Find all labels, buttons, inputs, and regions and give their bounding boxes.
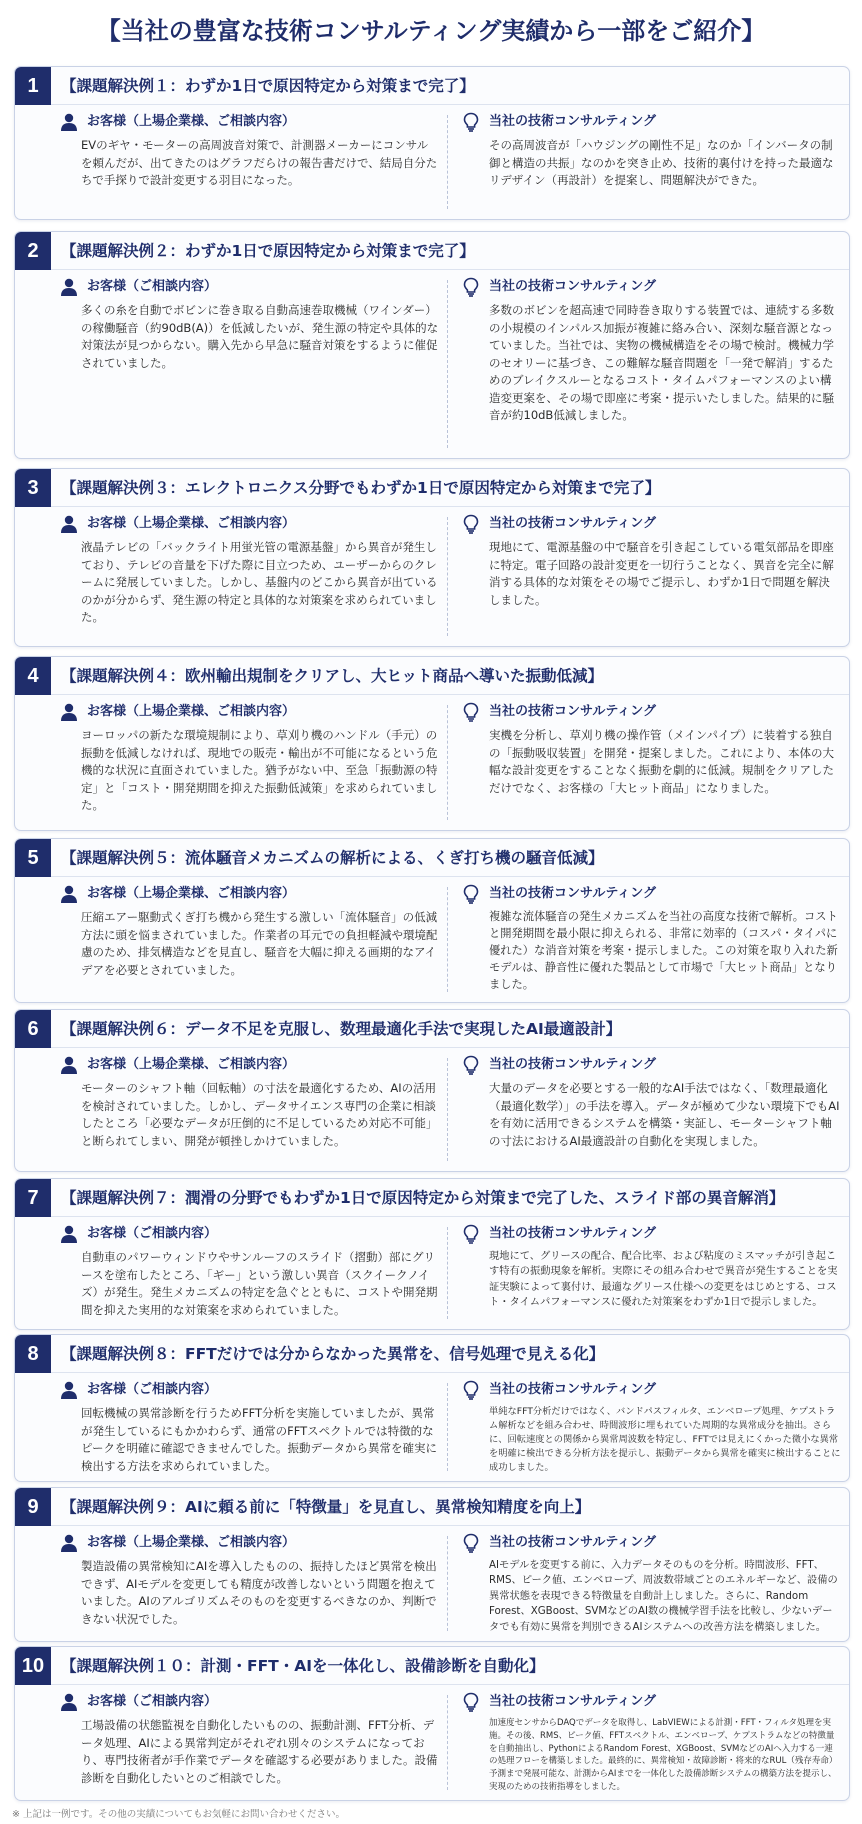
person-icon (59, 1380, 79, 1400)
client-label: お客様（上場企業様、ご相談内容） (87, 704, 296, 719)
column-divider (447, 115, 448, 209)
client-column (59, 701, 439, 815)
person-icon (59, 1055, 79, 1075)
case-title: 【課題解決例８：FFTだけでは分からなかった異常を、信号処理で見える化】 (61, 1345, 605, 1363)
lightbulb-icon (461, 277, 481, 297)
client-text: モーターのシャフト軸（回転軸）の寸法を最適化するため、AIの活用を検討されていました。しかし、データサイエンス専門の企業に相談したところ「必要なデータが圧倒的に不足しているため対応不可能」と断られてしまい、開発が頓挫しかけていました。 (81, 1081, 438, 1148)
case-header (15, 469, 849, 507)
case-header (15, 1010, 849, 1048)
divider (51, 269, 849, 270)
consult-text: 実機を分析し、草刈り機の操作管（メインパイプ）に装着する独自の「振動吸収装置」を開発・提案しました。これにより、本体の大幅な設計変更をすることなく振動を劇的に低減。規制をクリアしただけでなく、お客様の「大ヒット商品」になりました。 (489, 728, 834, 795)
lightbulb-icon (461, 1692, 481, 1712)
case-card-2 (14, 231, 850, 459)
case-title: 【課題解決例６：データ不足を克服し、数理最適化手法で実現したAI最適設計】 (61, 1020, 622, 1038)
person-icon (59, 112, 79, 132)
case-title: 【課題解決例５：流体騒音メカニズムの解析による、くぎ打ち機の騒音低減】 (61, 849, 604, 867)
client-column (59, 1532, 439, 1628)
case-number: 6 (15, 1010, 51, 1048)
case-number: 2 (15, 232, 51, 270)
client-heading (59, 276, 439, 298)
case-header (15, 1335, 849, 1373)
client-text: 工場設備の状態監視を自動化したいものの、振動計測、FFT分析、データ処理、AIによる異常判定がそれぞれ別々のシステムになっており、専門技術者が手作業でデータを確認する必要がありました。設備診断を自動化したいとのご相談でした。 (81, 1718, 438, 1785)
consult-text: その高周波音が「ハウジングの剛性不足」なのか「インバータの制御と構造の共振」なのかを突き止め、技術的裏付けを持った最適なリデザイン（再設計）を提案し、問題解決ができた。 (489, 138, 834, 187)
divider (51, 104, 849, 105)
consult-label: 当社の技術コンサルティング (489, 886, 657, 901)
divider (51, 1047, 849, 1048)
divider (51, 1372, 849, 1373)
case-number: 8 (15, 1335, 51, 1373)
divider (51, 694, 849, 695)
consult-heading (461, 1223, 841, 1245)
lightbulb-icon (461, 1055, 481, 1075)
consult-text: 大量のデータを必要とする一般的なAI手法ではなく、「数理最適化（最適化数学）」の手法を導入。データが極めて少ない環境下でもAIを有効に活用できるシステムを構築・実証し、モーターシャフト軸の寸法におけるAI最適設計の自動化を実現しました。 (489, 1081, 840, 1148)
divider (51, 1525, 849, 1526)
consult-heading (461, 513, 841, 535)
case-title: 【課題解決例４：欧州輸出規制をクリアし、大ヒット商品へ導いた振動低減】 (61, 667, 604, 685)
client-column (59, 1223, 439, 1319)
client-column (59, 1054, 439, 1150)
consult-column (461, 276, 841, 425)
client-label: お客様（上場企業様、ご相談内容） (87, 1535, 296, 1550)
consult-text: 加速度センサからDAQでデータを取得し、LabVIEWによる計測・FFT・フィルタ処理を実施。その後、RMS、ピーク値、FFTスペクトル、エンベロープ、ケプストラムなどの特徴量を自動抽出し、PythonによるRandom Forest、XGBoost、SVMなどのAIへ入力する一連の処理フローを構築しました。最終的に、異常検知・故障診断・将来的なRUL（残存寿命）予測まで発展可能な、計測からAIまでを一体化した設備診断システムの構築方法を提示し、実現のための技術指導をしました。 (489, 1718, 838, 1792)
consult-label: 当社の技術コンサルティング (489, 516, 657, 531)
client-label: お客様（上場企業様、ご相談内容） (87, 886, 296, 901)
consult-label: 当社の技術コンサルティング (489, 279, 657, 294)
case-title: 【課題解決例２：わずか1日で原因特定から対策まで完了】 (61, 242, 475, 260)
case-title: 【課題解決例９：AIに頼る前に「特徴量」を見直し、異常検知精度を向上】 (61, 1498, 591, 1516)
consult-text: 単純なFFT分析だけではなく、バンドパスフィルタ、エンベロープ処理、ケプストラム解析などを組み合わせ、時間波形に埋もれていた周期的な異常成分を抽出。さらに、回転速度との関係から異常周波数を特定し、FFTでは見えにくかった微小な異常を明確に検出できる分析方法を提示し、振動データから異常を確実に検出することに成功しました。 (489, 1406, 841, 1473)
consult-heading (461, 1054, 841, 1076)
client-heading (59, 1691, 439, 1713)
case-title: 【課題解決例７：潤滑の分野でもわずか1日で原因特定から対策まで完了した、スライド部の異音解消】 (61, 1189, 785, 1207)
client-column (59, 1379, 439, 1475)
client-heading (59, 1223, 439, 1245)
consult-label: 当社の技術コンサルティング (489, 114, 657, 129)
case-card-9 (14, 1487, 850, 1642)
client-label: お客様（ご相談内容） (87, 1382, 218, 1397)
client-column (59, 276, 439, 372)
client-text: 回転機械の異常診断を行うためFFT分析を実施していましたが、異常が発生しているにもかかわらず、通常のFFTスペクトルでは特徴的なピークを明確に確認できませんでした。振動データから異常を確実に検出する方法を求められていました。 (81, 1406, 438, 1473)
client-text: 圧縮エアー駆動式くぎ打ち機から発生する激しい「流体騒音」の低減方法に頭を悩まされていました。作業者の耳元での負担軽減や環境配慮のため、排気構造などを見直し、騒音を大幅に抑える画期的なアイデアを必要とされていました。 (81, 910, 438, 977)
case-header (15, 232, 849, 270)
client-heading (59, 1054, 439, 1076)
client-text: 多くの糸を自動でボビンに巻き取る自動高速巻取機械（ワインダー）の稼働騒音（約90dB(A)）を低減したいが、発生源の特定や具体的な対策法が見つからない。購入先から早急に騒音対策をするように催促されていました。 (81, 303, 439, 370)
case-number: 7 (15, 1179, 51, 1217)
case-card-10 (14, 1646, 850, 1801)
case-header (15, 67, 849, 105)
person-icon (59, 277, 79, 297)
client-text: 自動車のパワーウィンドウやサンルーフのスライド（摺動）部にグリースを塗布したところ、「ギー」という激しい異音（スクイークノイズ）が発生。発生メカニズムの特定を急ぐとともに、コストや開発期間を抑えた実用的な対策案を求められていました。 (81, 1250, 438, 1317)
client-heading (59, 111, 439, 133)
column-divider (447, 1695, 448, 1790)
case-card-4 (14, 656, 850, 831)
client-text: 製造設備の異常検知にAIを導入したものの、振持したほど異常を検出できず、AIモデルを変更しても精度が改善しないという問題を抱えていました。AIのアルゴリズムそのものを変更するべきなのか、判断できない状況でした。 (81, 1559, 437, 1626)
lightbulb-icon (461, 702, 481, 722)
consult-column (461, 701, 841, 797)
case-card-3 (14, 468, 850, 647)
column-divider (447, 1536, 448, 1631)
lightbulb-icon (461, 112, 481, 132)
consult-text: 多数のボビンを超高速で同時巻き取りする装置では、連続する多数の小規模のインパルス加振が複雑に絡み合い、深刻な騒音源となっていました。当社では、実物の機械構造をその場で検討。機械力学のセオリーに基づき、この難解な騒音問題を「一発で解消」するためのブレイクスルーとなるコスト・タイムパフォーマンスのよい構造変更案を、その場で即座に考案・提示いたしました。結果的に騒音が約10dB低減しました。 (489, 303, 834, 422)
consult-text: 現地にて、電源基盤の中で騒音を引き起こしている電気部品を即座に特定。電子回路の設計変更を一切行うことなく、異音を完全に解消する具体的な対策をその場でご提示し、わずか1日で問題を解決しました。 (489, 540, 834, 607)
consult-heading (461, 276, 841, 298)
person-icon (59, 702, 79, 722)
column-divider (447, 887, 448, 992)
client-column (59, 513, 439, 627)
divider (51, 876, 849, 877)
footnote: ※ 上記は一例です。その他の実績についてもお気軽にお問い合わせください。 (12, 1809, 346, 1820)
case-header (15, 1647, 849, 1685)
case-card-8 (14, 1334, 850, 1482)
person-icon (59, 884, 79, 904)
divider (51, 1684, 849, 1685)
client-text: ヨーロッパの新たな環境規制により、草刈り機のハンドル（手元）の振動を低減しなければ、現地での販売・輸出が不可能になるという危機的な状況に直面されていました。猶予がない中、至急「振動源の特定」と「コスト・開発期間を抑えた振動低減策」を求められていました。 (81, 728, 438, 812)
consult-heading (461, 1532, 841, 1554)
client-label: お客様（ご相談内容） (87, 1226, 218, 1241)
consult-label: 当社の技術コンサルティング (489, 1535, 657, 1550)
consult-column (461, 1054, 841, 1150)
consult-label: 当社の技術コンサルティング (489, 1382, 657, 1397)
column-divider (447, 705, 448, 820)
consult-column (461, 1532, 841, 1635)
client-heading (59, 883, 439, 905)
column-divider (447, 280, 448, 448)
case-header (15, 1179, 849, 1217)
client-column (59, 111, 439, 190)
consult-column (461, 1223, 841, 1311)
consult-heading (461, 111, 841, 133)
consult-column (461, 513, 841, 609)
client-heading (59, 513, 439, 535)
lightbulb-icon (461, 514, 481, 534)
client-label: お客様（上場企業様、ご相談内容） (87, 114, 296, 129)
client-label: お客様（上場企業様、ご相談内容） (87, 1057, 296, 1072)
case-card-7 (14, 1178, 850, 1330)
client-heading (59, 701, 439, 723)
column-divider (447, 1227, 448, 1319)
client-heading (59, 1379, 439, 1401)
case-header (15, 839, 849, 877)
consult-text: 現地にて、グリースの配合、配合比率、および粘度のミスマッチが引き起こす特有の振動現象を解析。実際にその組み合わせで異音が発生することを実証実験によって裏付け、最適なグリース仕様への変更をはじめとする、コスト・タイムパフォーマンスに優れた対策案をわずか1日で提示しました。 (489, 1250, 838, 1309)
case-title: 【課題解決例３：エレクトロニクス分野でもわずか1日で原因特定から対策まで完了】 (61, 479, 661, 497)
divider (51, 1216, 849, 1217)
consult-label: 当社の技術コンサルティング (489, 1057, 657, 1072)
case-number: 9 (15, 1488, 51, 1526)
case-card-1 (14, 66, 850, 220)
client-column (59, 883, 439, 979)
lightbulb-icon (461, 1224, 481, 1244)
client-label: お客様（上場企業様、ご相談内容） (87, 516, 296, 531)
column-divider (447, 517, 448, 636)
lightbulb-icon (461, 884, 481, 904)
consult-text: 複雑な流体騒音の発生メカニズムを当社の高度な技術で解析。コストと開発期間を最小限に抑えられる、非常に効率的（コスパ・タイパに優れた）な消音対策を考案・提示しました。この対策を取り入れた新モデルは、静音性に優れた製品として市場で「大ヒット商品」となりました。 (489, 910, 838, 991)
person-icon (59, 1692, 79, 1712)
case-header (15, 1488, 849, 1526)
column-divider (447, 1383, 448, 1471)
case-number: 10 (15, 1647, 51, 1685)
lightbulb-icon (461, 1533, 481, 1553)
person-icon (59, 514, 79, 534)
consult-text: AIモデルを変更する前に、入力データそのものを分析。時間波形、FFT、RMS、ピーク値、エンベロープ、周波数帯域ごとのエネルギーなど、設備の異常状態を表現できる特徴量を自動計上しました。さらに、Random Forest、XGBoost、SVMなどのAI数の機械学習手法を比較し、少ないデータでも有効に異常を判別できるAIシステムへの改善方法を構築しました。 (489, 1559, 838, 1633)
client-label: お客様（ご相談内容） (87, 279, 218, 294)
case-number: 4 (15, 657, 51, 695)
case-title: 【課題解決例１０：計測・FFT・AIを一体化し、設備診断を自動化】 (61, 1657, 545, 1675)
consult-column (461, 1379, 841, 1474)
client-heading (59, 1532, 439, 1554)
case-number: 3 (15, 469, 51, 507)
consult-label: 当社の技術コンサルティング (489, 1694, 657, 1709)
consult-column (461, 1691, 841, 1794)
consult-heading (461, 701, 841, 723)
case-number: 5 (15, 839, 51, 877)
page-title: 【当社の豊富な技術コンサルティング実績から一部をご紹介】 (96, 17, 766, 45)
consult-heading (461, 1691, 841, 1713)
case-card-6 (14, 1009, 850, 1172)
client-text: 液晶テレビの「バックライト用蛍光管の電源基盤」から異音が発生しており、テレビの音量を下げた際に目立つため、ユーザーからのクレームに発展していました。しかし、基盤内のどこから異音が出ているのかが分からず、発生源の特定と具体的な対策案を求められていました。 (81, 540, 438, 624)
client-label: お客様（ご相談内容） (87, 1694, 218, 1709)
case-card-5 (14, 838, 850, 1003)
consult-column (461, 883, 841, 993)
client-column (59, 1691, 439, 1787)
divider (51, 506, 849, 507)
consult-label: 当社の技術コンサルティング (489, 704, 657, 719)
lightbulb-icon (461, 1380, 481, 1400)
consult-label: 当社の技術コンサルティング (489, 1226, 657, 1241)
case-header (15, 657, 849, 695)
person-icon (59, 1224, 79, 1244)
column-divider (447, 1058, 448, 1161)
consult-heading (461, 1379, 841, 1401)
consult-column (461, 111, 841, 190)
case-title: 【課題解決例１：わずか1日で原因特定から対策まで完了】 (61, 77, 475, 95)
client-text: EVのギヤ・モーターの高周波音対策で、計測器メーカーにコンサルを頼んだが、出てきたのはグラフだらけの報告書だけで、結局自分たちで手探りで設計変更する羽目になった。 (81, 138, 438, 187)
consult-heading (461, 883, 841, 905)
person-icon (59, 1533, 79, 1553)
case-number: 1 (15, 67, 51, 105)
